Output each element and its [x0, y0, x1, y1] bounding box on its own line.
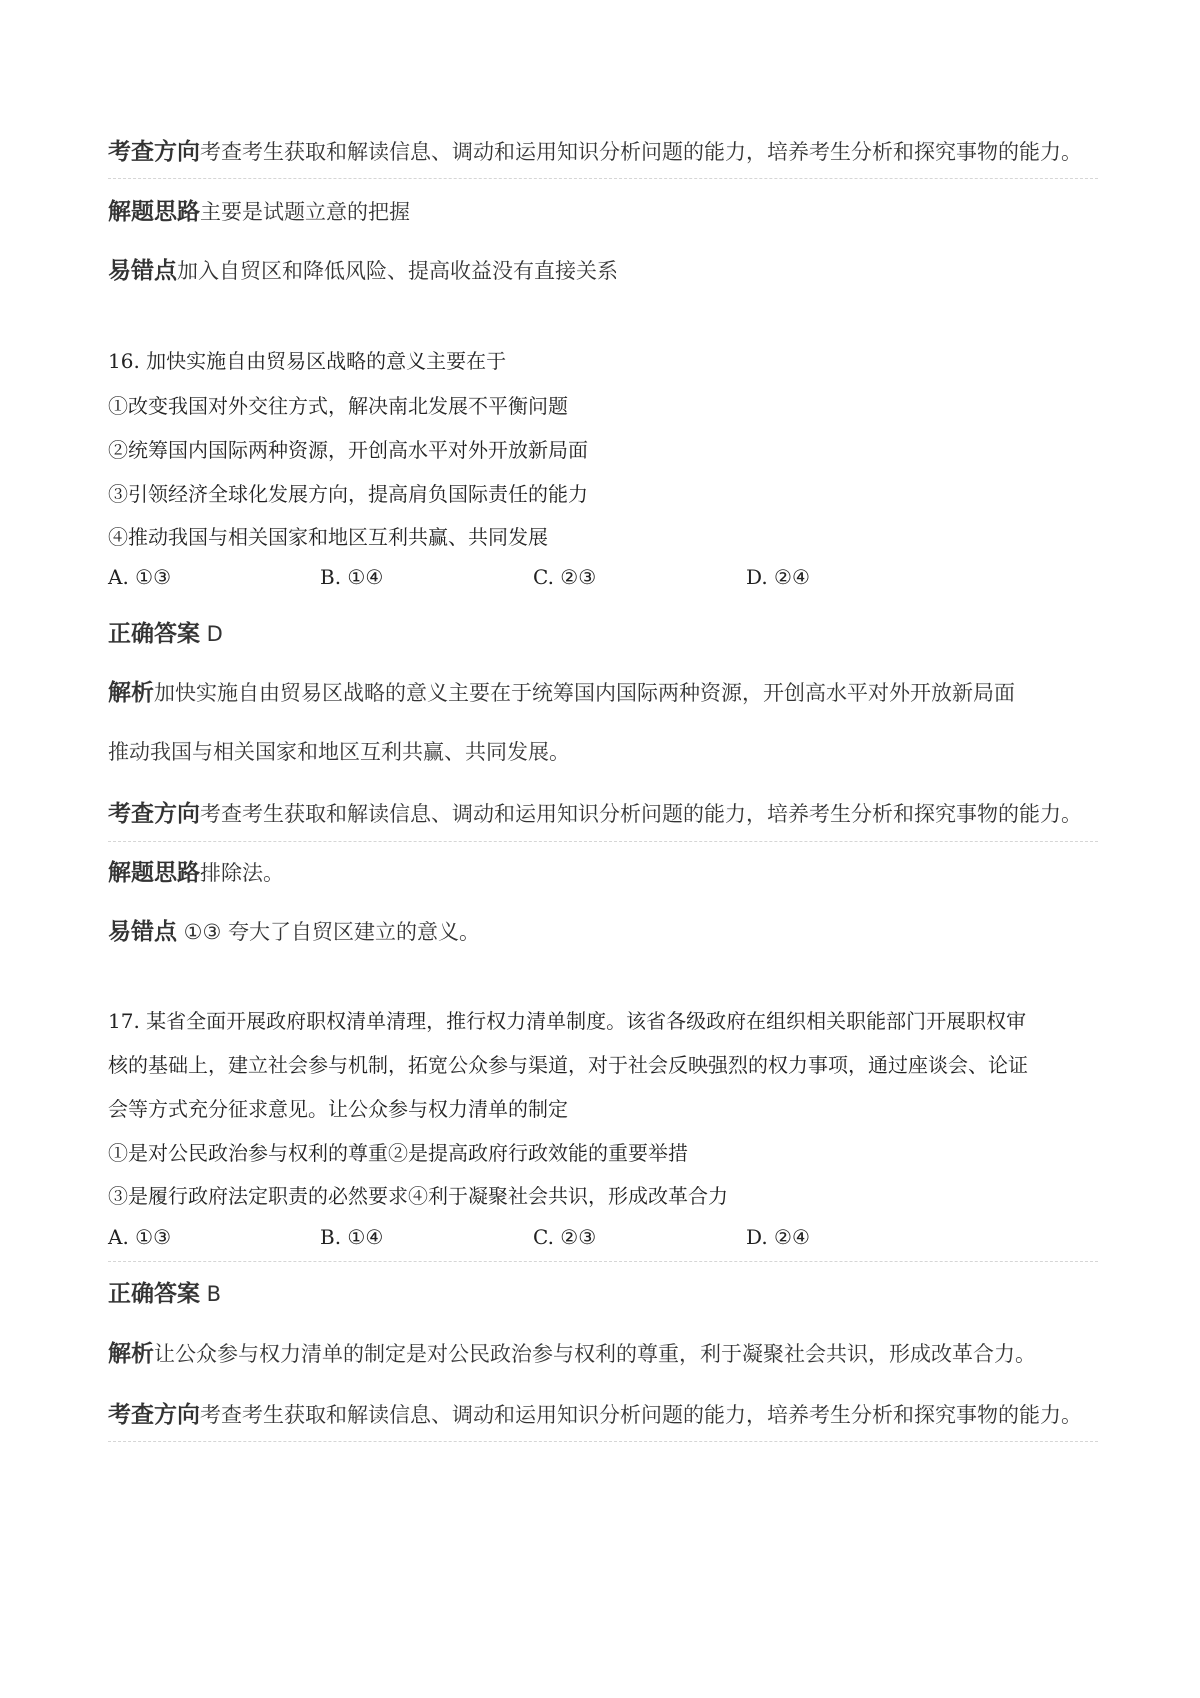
- direction-text: 考查考生获取和解读信息、调动和运用知识分析问题的能力，培养考生分析和探究事物的能力。: [200, 1403, 1082, 1427]
- analysis-label: 解析: [108, 1341, 154, 1367]
- analysis-text: 加快实施自由贸易区战略的意义主要在于统筹国内国际两种资源，开创高水平对外开放新局面: [154, 681, 1015, 705]
- q16-pitfall-line: [108, 913, 1098, 946]
- q17-stem-line-2: 核的基础上，建立社会参与机制，拓宽公众参与渠道，对于社会反映强烈的权力事项，通过座谈会、论证: [108, 1053, 1028, 1077]
- q16-analysis-line: [108, 674, 1098, 707]
- answer-label: 正确答案: [108, 621, 200, 647]
- dotted-divider: [108, 178, 1098, 179]
- q17-option-a: A. ①③: [108, 1225, 172, 1249]
- direction-text: 考查考生获取和解读信息、调动和运用知识分析问题的能力，培养考生分析和探究事物的能力。: [200, 802, 1082, 826]
- q16-item-2: ②统筹国内国际两种资源，开创高水平对外开放新局面: [108, 438, 588, 462]
- approach-text: 排除法。: [200, 861, 284, 885]
- dotted-divider: [108, 1441, 1098, 1442]
- answer-value: B: [200, 1282, 222, 1306]
- q16-option-a: A. ①③: [108, 565, 172, 589]
- top-pitfall-line: [108, 252, 1098, 285]
- direction-text: 考查考生获取和解读信息、调动和运用知识分析问题的能力，培养考生分析和探究事物的能力。: [200, 140, 1082, 164]
- pitfall-text: 加入自贸区和降低风险、提高收益没有直接关系: [177, 259, 618, 283]
- q16-item-1: ①改变我国对外交往方式，解决南北发展不平衡问题: [108, 394, 568, 418]
- q17-option-d: D. ②④: [746, 1225, 810, 1249]
- answer-value: D: [200, 622, 223, 646]
- dotted-divider: [108, 841, 1098, 842]
- q16-item-3: ③引领经济全球化发展方向，提高肩负国际责任的能力: [108, 482, 588, 506]
- pitfall-text: ①③ 夸大了自贸区建立的意义。: [177, 920, 481, 944]
- pitfall-label: 易错点: [108, 919, 177, 945]
- dotted-divider: [108, 1261, 1098, 1262]
- q16-analysis-line-2: 推动我国与相关国家和地区互利共赢、共同发展。: [108, 740, 570, 764]
- top-approach-line: [108, 193, 1098, 226]
- q16-item-4: ④推动我国与相关国家和地区互利共赢、共同发展: [108, 525, 548, 549]
- answer-label: 正确答案: [108, 1281, 200, 1307]
- q17-stem-line-3: 会等方式充分征求意见。让公众参与权力清单的制定: [108, 1097, 568, 1121]
- q16-direction-line: [108, 795, 1098, 828]
- q17-item-1: ①是对公民政治参与权利的尊重②是提高政府行政效能的重要举措: [108, 1141, 688, 1165]
- direction-label: 考查方向: [108, 139, 200, 165]
- q16-options: [108, 565, 1098, 595]
- q17-stem-line-1: 17. 某省全面开展政府职权清单清理，推行权力清单制度。该省各级政府在组织相关职能部门开展职权审: [108, 1009, 1027, 1033]
- q17-direction-line: [108, 1396, 1098, 1429]
- q17-options: [108, 1225, 1098, 1255]
- q17-analysis-line: [108, 1335, 1098, 1368]
- q17-item-2: ③是履行政府法定职责的必然要求④利于凝聚社会共识，形成改革合力: [108, 1184, 728, 1208]
- direction-label: 考查方向: [108, 801, 200, 827]
- analysis-label: 解析: [108, 680, 154, 706]
- approach-label: 解题思路: [108, 860, 200, 886]
- q17-option-c: C. ②③: [533, 1225, 597, 1249]
- pitfall-label: 易错点: [108, 258, 177, 284]
- q16-stem: 16. 加快实施自由贸易区战略的意义主要在于: [108, 349, 507, 373]
- q16-option-b: B. ①④: [320, 565, 384, 589]
- q16-approach-line: [108, 854, 1098, 887]
- q16-option-d: D. ②④: [746, 565, 810, 589]
- q16-option-c: C. ②③: [533, 565, 597, 589]
- approach-text: 主要是试题立意的把握: [200, 200, 410, 224]
- approach-label: 解题思路: [108, 199, 200, 225]
- analysis-text: 让公众参与权力清单的制定是对公民政治参与权利的尊重，利于凝聚社会共识，形成改革合力。: [154, 1342, 1036, 1366]
- q17-option-b: B. ①④: [320, 1225, 384, 1249]
- top-direction-line: [108, 133, 1098, 166]
- q17-answer-line: [108, 1275, 1098, 1308]
- q16-answer-line: [108, 615, 1098, 648]
- direction-label: 考查方向: [108, 1402, 200, 1428]
